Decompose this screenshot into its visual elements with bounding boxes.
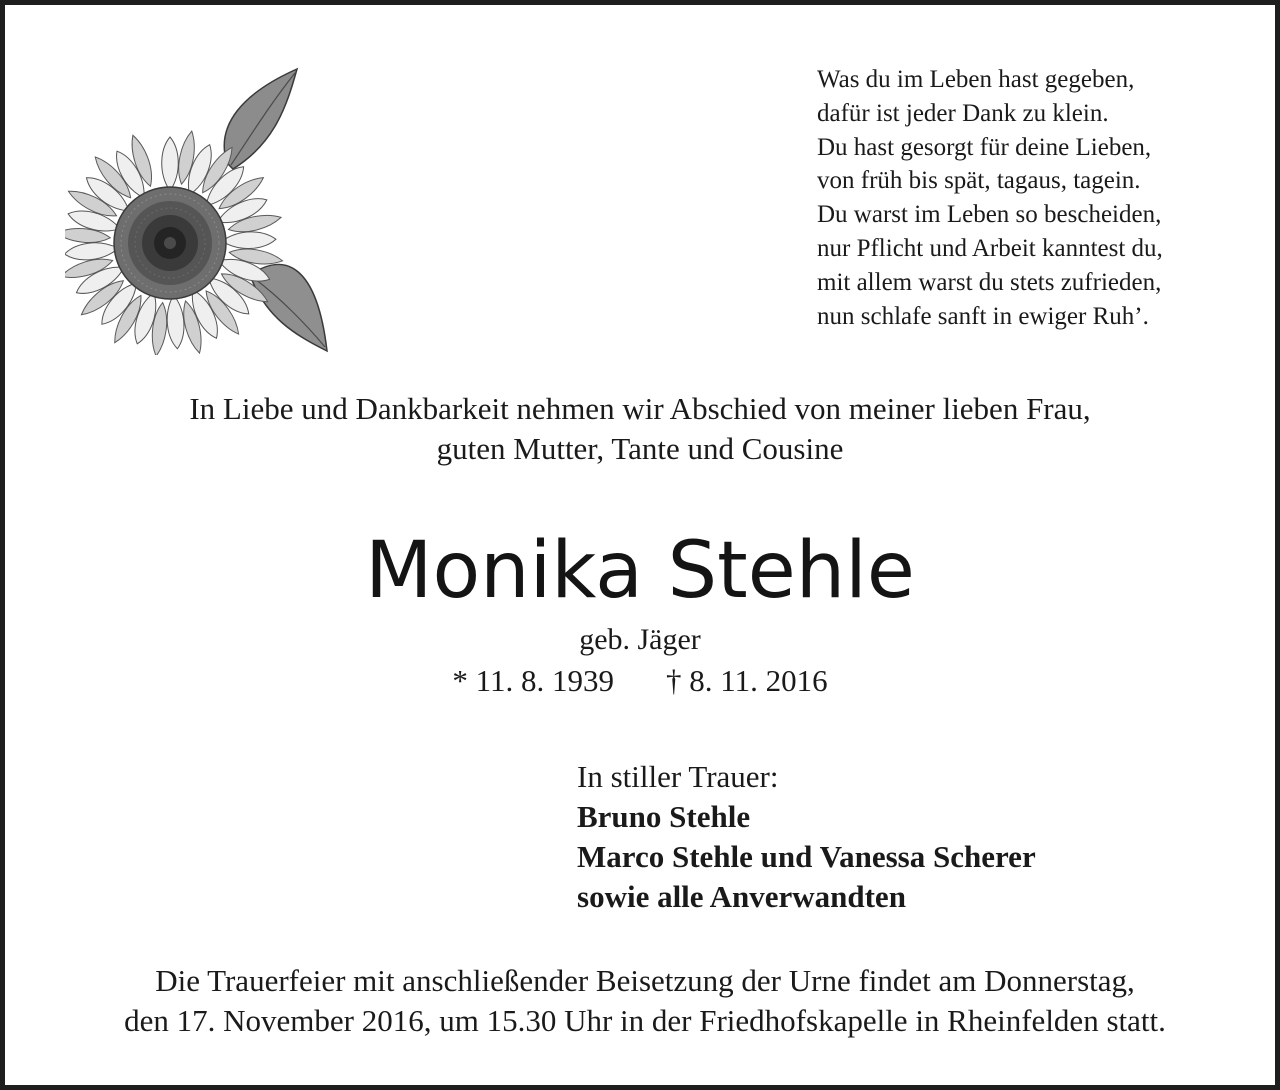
- poem-line: Was du im Leben hast gegeben,: [817, 66, 1135, 93]
- deceased-name: Monika Stehle: [365, 526, 915, 616]
- mourner-name: Bruno Stehle: [577, 799, 751, 834]
- intro-line: guten Mutter, Tante und Cousine: [436, 431, 844, 466]
- ceremony-info: [5, 961, 1280, 1041]
- mourners-heading: In stiller Trauer:: [577, 759, 779, 794]
- mourner-name: Marco Stehle und Vanessa Scherer: [577, 839, 1036, 874]
- poem-line: nur Pflicht und Arbeit kanntest du,: [817, 234, 1163, 262]
- mourners-block: [577, 757, 1257, 917]
- poem-line: von früh bis spät, tagaus, tagein.: [817, 167, 1141, 195]
- ceremony-line: Die Trauerfeier mit anschließender Beisetzung der Urne findet am Donnerstag,: [155, 963, 1135, 998]
- mourner-name: sowie alle Anverwandten: [577, 879, 906, 914]
- poem-line: Du warst im Leben so bescheiden,: [817, 201, 1162, 229]
- birth-date: * 11. 8. 1939: [452, 663, 614, 698]
- poem-line: nun schlafe sanft in ewiger Ruh’.: [817, 302, 1149, 330]
- farewell-intro: [5, 389, 1275, 469]
- sunflower-icon: [65, 65, 335, 355]
- poem: [817, 63, 1257, 333]
- poem-line: mit allem warst du stets zufrieden,: [817, 268, 1162, 296]
- intro-line: In Liebe und Dankbarkeit nehmen wir Abschied von meiner lieben Frau,: [189, 391, 1091, 426]
- ceremony-line: den 17. November 2016, um 15.30 Uhr in der Friedhofskapelle in Rheinfelden statt.: [124, 1003, 1166, 1038]
- life-dates: [5, 661, 1275, 701]
- poem-line: dafür ist jeder Dank zu klein.: [817, 99, 1109, 127]
- death-date: † 8. 11. 2016: [666, 663, 828, 698]
- poem-line: Du hast gesorgt für deine Lieben,: [817, 133, 1152, 161]
- maiden-name: geb. Jäger: [579, 623, 701, 656]
